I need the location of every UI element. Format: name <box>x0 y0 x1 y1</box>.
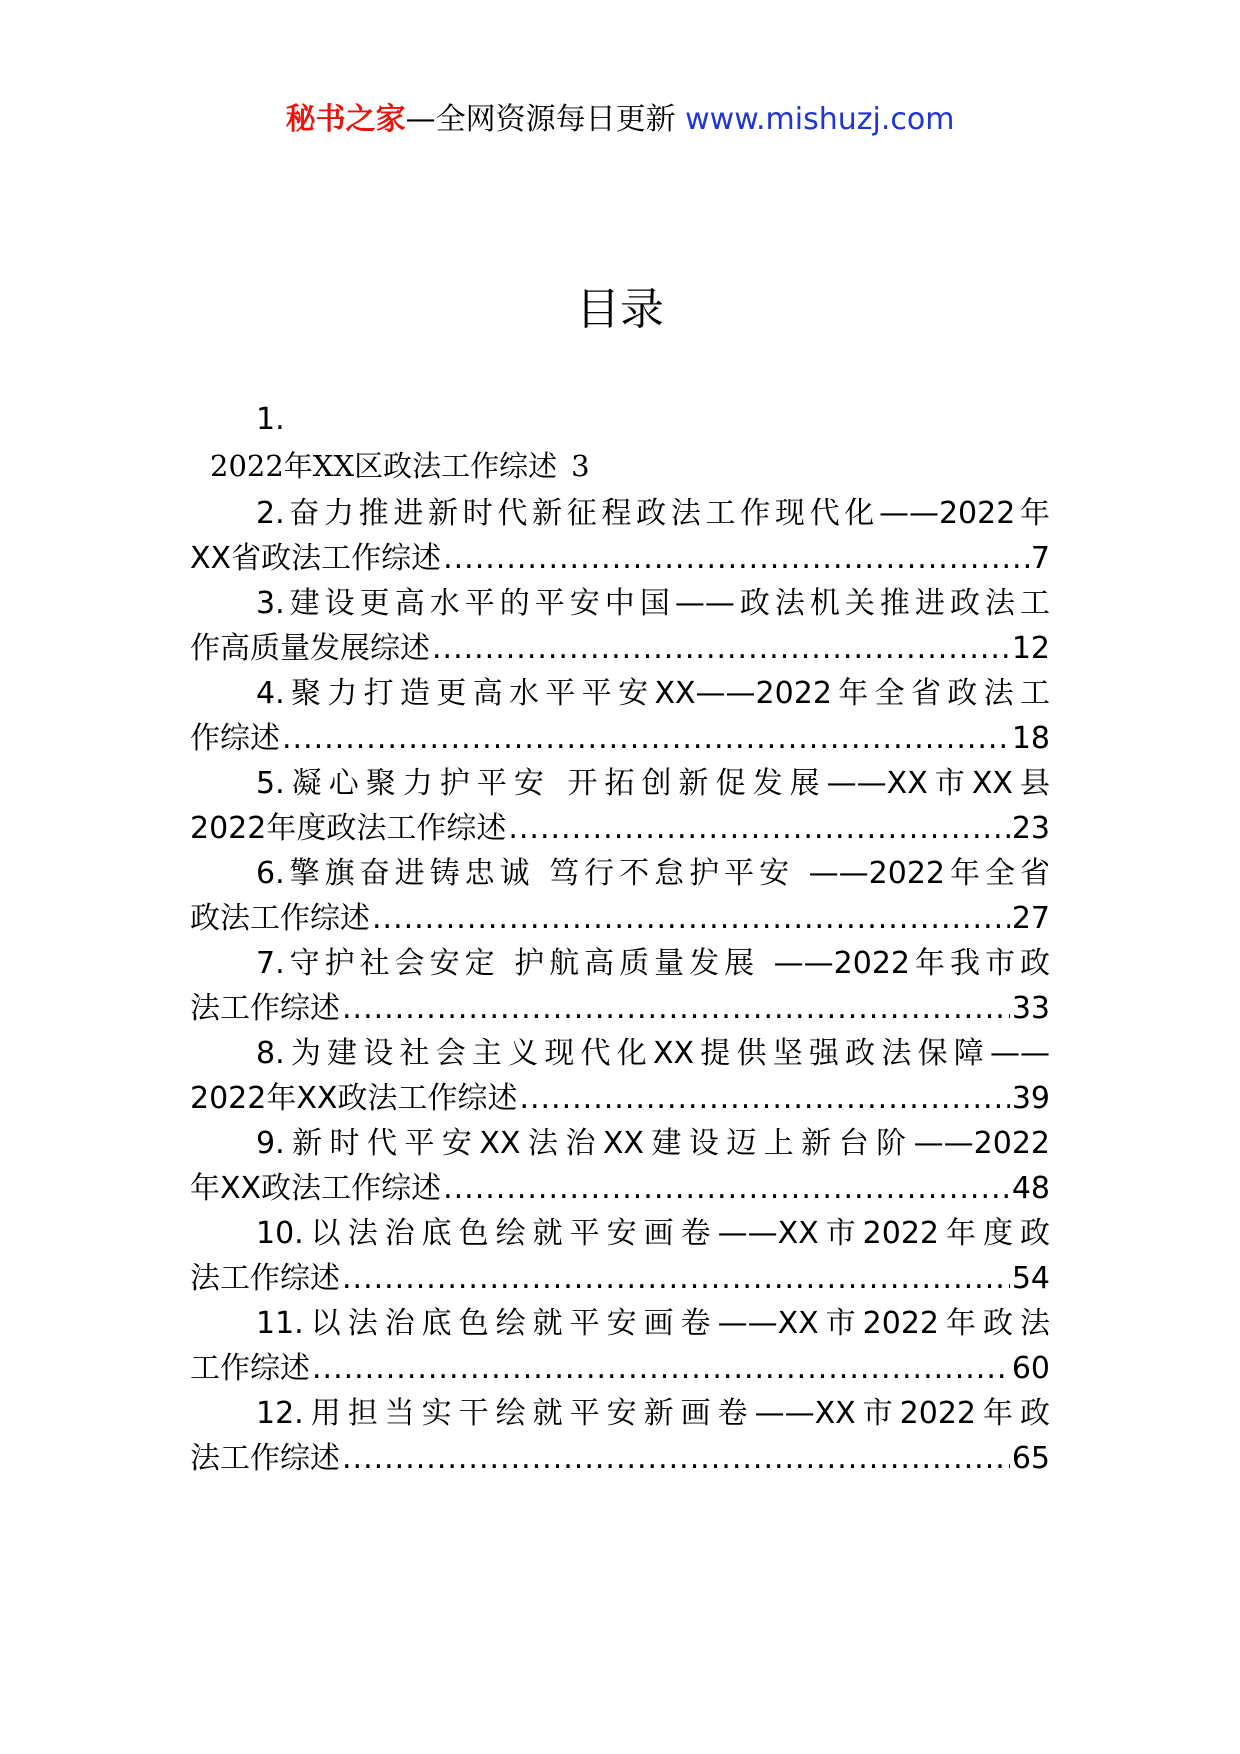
page-title: 目录 <box>576 284 664 335</box>
toc-entry-title-tail: 年XX政法工作综述 <box>190 1171 442 1206</box>
toc-entry-title-line: 3.建设更高水平的平安中国——政法机关推进政法工 <box>256 586 1050 621</box>
toc-entry-continuation <box>190 896 1050 941</box>
toc-entry-continuation <box>190 806 1050 851</box>
site-url-link[interactable]: www.mishuzj.com <box>685 102 955 137</box>
dot-leader <box>342 1256 1010 1301</box>
toc-entry-title-line: 8.为建设社会主义现代化XX提供坚强政法保障—— <box>256 1036 1050 1071</box>
toc-entry-title-line: 6.擎旗奋进铸忠诚 笃行不怠护平安 ——2022年全省 <box>256 856 1050 891</box>
toc-entry-continuation <box>190 986 1050 1031</box>
dot-leader <box>432 626 1010 671</box>
toc-entry-page-number: 23 <box>1011 811 1050 846</box>
toc-entry-title-tail: 政法工作综述 <box>190 901 370 936</box>
toc-entry-title-tail: 作综述 <box>190 721 280 756</box>
table-of-contents <box>190 397 1050 1481</box>
toc-entry-1-number[interactable]: 1. <box>256 402 285 437</box>
toc-entry-1-title: 2022年XX区政法工作综述 <box>210 449 558 483</box>
toc-entry-continuation <box>190 626 1050 671</box>
toc-entry-continuation <box>190 1436 1050 1481</box>
toc-entry-title-line: 7.守护社会安定 护航高质量发展 ——2022年我市政 <box>256 946 1050 981</box>
toc-entry-page-number: 39 <box>1011 1081 1050 1116</box>
toc-entry-title-line: 12.用担当实干绘就平安新画卷——XX市2022年政 <box>256 1396 1050 1431</box>
dot-leader <box>312 1346 1010 1391</box>
toc-entry[interactable] <box>190 761 1050 851</box>
toc-entry-1[interactable] <box>190 443 1050 491</box>
toc-entry-continuation <box>190 536 1050 581</box>
toc-entry-title-line: 4.聚力打造更高水平平安XX——2022年全省政法工 <box>256 676 1050 711</box>
toc-entry-page-number: 33 <box>1011 991 1050 1026</box>
toc-entry-continuation <box>190 716 1050 761</box>
toc-entry-continuation <box>190 1346 1050 1391</box>
toc-entry-continuation <box>190 1076 1050 1121</box>
toc-entry-title-line: 2.奋力推进新时代新征程政法工作现代化——2022年 <box>256 496 1050 531</box>
toc-entry-title-tail: 法工作综述 <box>190 1441 340 1476</box>
toc-entry[interactable] <box>190 1121 1050 1211</box>
dot-leader <box>342 986 1010 1031</box>
toc-entry-page-number: 7 <box>1030 541 1050 576</box>
dot-leader <box>519 1076 1009 1121</box>
toc-entry-page-number: 48 <box>1011 1171 1050 1206</box>
brand-name: 秘书之家 <box>285 102 406 137</box>
toc-entry-title-tail: 法工作综述 <box>190 991 340 1026</box>
toc-entry[interactable] <box>190 581 1050 671</box>
banner-tagline: —全网资源每日更新 <box>405 102 676 137</box>
toc-entry-1-page: 3 <box>571 449 590 483</box>
toc-entry-page-number: 60 <box>1011 1351 1050 1386</box>
toc-entry-title-tail: 2022年度政法工作综述 <box>190 811 507 846</box>
toc-entry-page-number: 65 <box>1011 1441 1050 1476</box>
toc-entry[interactable] <box>190 1301 1050 1391</box>
dot-leader <box>342 1436 1010 1481</box>
toc-entry-title-tail: 2022年XX政法工作综述 <box>190 1081 518 1116</box>
toc-entry-title-line: 11.以法治底色绘就平安画卷——XX市2022年政法 <box>256 1306 1050 1341</box>
dot-leader <box>443 536 1029 581</box>
dot-leader <box>372 896 1010 941</box>
toc-entry-title-tail: 工作综述 <box>190 1351 310 1386</box>
toc-entry[interactable] <box>190 1211 1050 1301</box>
toc-entry-title-line: 9.新时代平安XX法治XX建设迈上新台阶——2022 <box>256 1126 1050 1161</box>
toc-entry[interactable] <box>190 1031 1050 1121</box>
toc-entry-continuation <box>190 1166 1050 1211</box>
dot-leader <box>282 716 1010 761</box>
toc-entry-title-tail: XX省政法工作综述 <box>190 541 442 576</box>
toc-entry-continuation <box>190 1256 1050 1301</box>
toc-entry-title-line: 5.凝心聚力护平安 开拓创新促发展——XX市XX县 <box>256 766 1050 801</box>
dot-leader <box>443 1166 1010 1211</box>
toc-entry-title-tail: 法工作综述 <box>190 1261 340 1296</box>
toc-entry[interactable] <box>190 1391 1050 1481</box>
toc-entry[interactable] <box>190 491 1050 581</box>
toc-entry[interactable] <box>190 671 1050 761</box>
toc-entry-title-tail: 作高质量发展综述 <box>190 631 430 666</box>
toc-entry-page-number: 27 <box>1011 901 1050 936</box>
toc-entry[interactable] <box>190 941 1050 1031</box>
toc-entry[interactable] <box>190 851 1050 941</box>
toc-entry-list <box>190 491 1050 1481</box>
toc-entry-title-line: 10.以法治底色绘就平安画卷——XX市2022年度政 <box>256 1216 1050 1251</box>
toc-entry-page-number: 18 <box>1011 721 1050 756</box>
toc-entry-page-number: 12 <box>1011 631 1050 666</box>
dot-leader <box>508 806 1009 851</box>
toc-entry-page-number: 54 <box>1011 1261 1050 1296</box>
site-banner <box>0 100 1240 140</box>
